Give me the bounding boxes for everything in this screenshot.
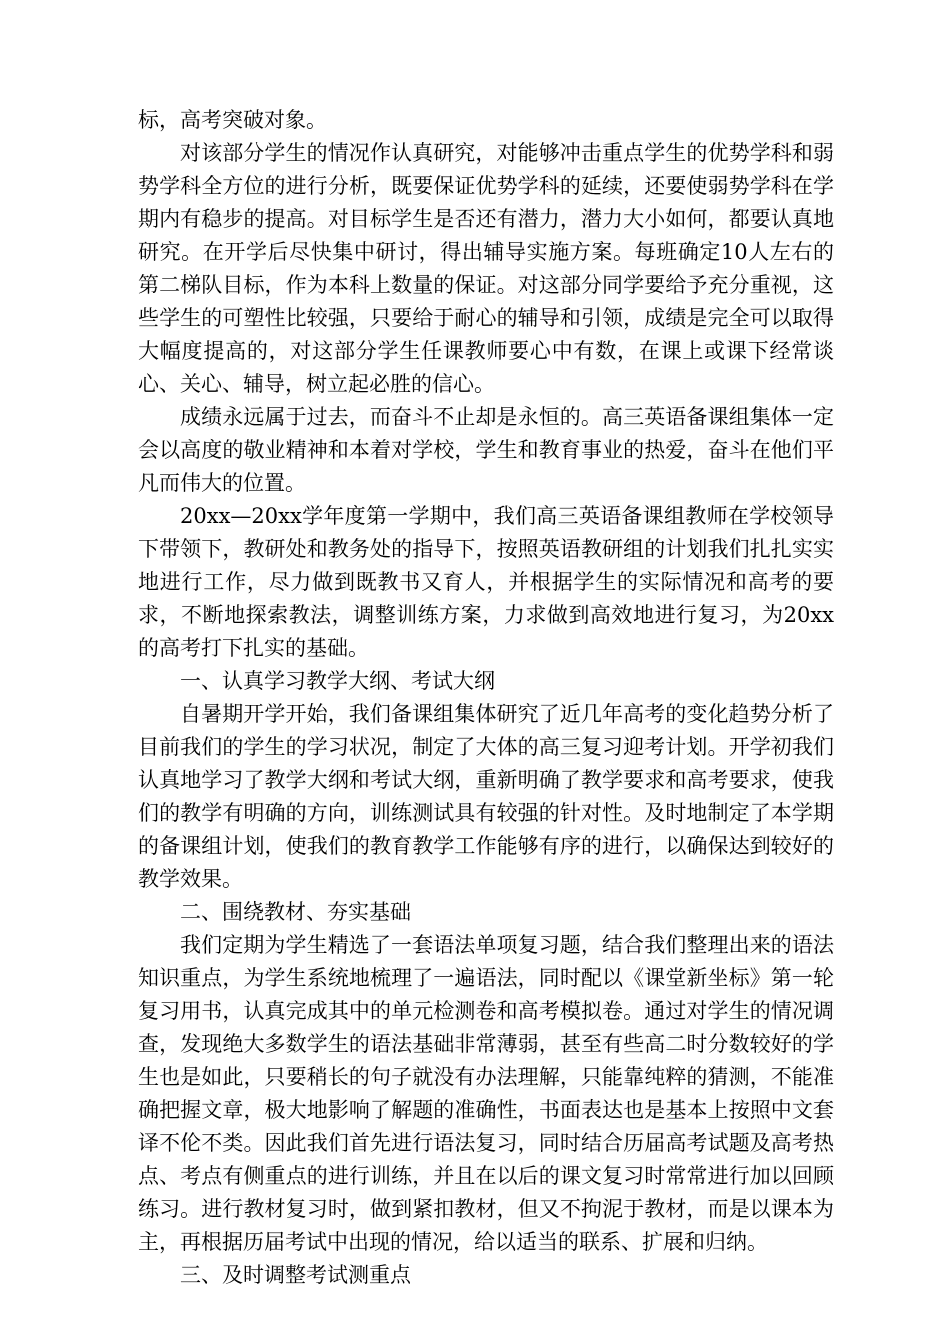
section-heading-2: 二、围绕教材、夯实基础 — [180, 900, 411, 924]
paragraph-striving: 成绩永远属于过去，而奋斗不止却是永恒的。高三英语备课组集体一定会以高度的敬业精神和本着对学校，学生和教育事业的热爱，奋斗在他们平凡而伟大的位置。 — [138, 405, 834, 495]
paragraph-syllabus: 自暑期开学开始，我们备课组集体研究了近几年高考的变化趋势分析了目前我们的学生的学习状况，制定了大体的高三复习迎考计划。开学初我们认真地学习了教学大纲和考试大纲，重新明确了教学要求和高考要求，使我们的教学有明确的方向，训练测试具有较强的针对性。及时地制定了本学期的备课组计划，使我们的教育教学工作能够有序的进行，以确保达到较好的教学效果。 — [138, 702, 834, 891]
section-heading-1: 一、认真学习教学大纲、考试大纲 — [180, 669, 495, 693]
section-heading-3: 三、及时调整考试测重点 — [180, 1263, 411, 1287]
paragraph-grammar-review: 我们定期为学生精选了一套语法单项复习题，结合我们整理出来的语法知识重点，为学生系统地梳理了一遍语法，同时配以《课堂新坐标》第一轮复习用书，认真完成其中的单元检测卷和高考模拟卷。通过对学生的情况调查，发现绝大多数学生的语法基础非常薄弱，甚至有些高二时分数较好的学生也是如此，只要稍长的句子就没有办法理解，只能靠纯粹的猜测，不能准确把握文章，极大地影响了解题的准确性，书面表达也是基本上按照中文套译不伦不类。因此我们首先进行语法复习，同时结合历届高考试题及高考热点、考点有侧重点的进行训练，并且在以后的课文复习时常常进行加以回顾练习。进行教材复习时，做到紧扣教材，但又不拘泥于教材，而是以课本为主，再根据历届考试中出现的情况，给以适当的联系、扩展和归纳。 — [138, 933, 834, 1254]
paragraph-research-students: 对该部分学生的情况作认真研究，对能够冲击重点学生的优势学科和弱势学科全方位的进行分析，既要保证优势学科的延续，还要使弱势学科在学期内有稳步的提高。对目标学生是否还有潜力，潜力大小如何，都要认真地研究。在开学后尽快集中研讨，得出辅导实施方案。每班确定10人左右的第二梯队目标，作为本科上数量的保证。对这部分同学要给予充分重视，这些学生的可塑性比较强，只要给于耐心的辅导和引领，成绩是完全可以取得大幅度提高的，对这部分学生任课教师要心中有数，在课上或课下经常谈心、关心、辅导，树立起必胜的信心。 — [138, 141, 834, 396]
paragraph-semester-intro: 20xx—20xx学年度第一学期中，我们高三英语备课组教师在学校领导下带领下，教研处和教务处的指导下，按照英语教研组的计划我们扎扎实实地进行工作，尽力做到既教书又育人，并根据学生的实际情况和高考的要求，不断地探索教法，调整训练方案，力求做到高效地进行复习，为20xx的高考打下扎实的基础。 — [138, 504, 834, 660]
paragraph-continuation: 标，高考突破对象。 — [138, 108, 327, 132]
document-page — [138, 104, 834, 1292]
